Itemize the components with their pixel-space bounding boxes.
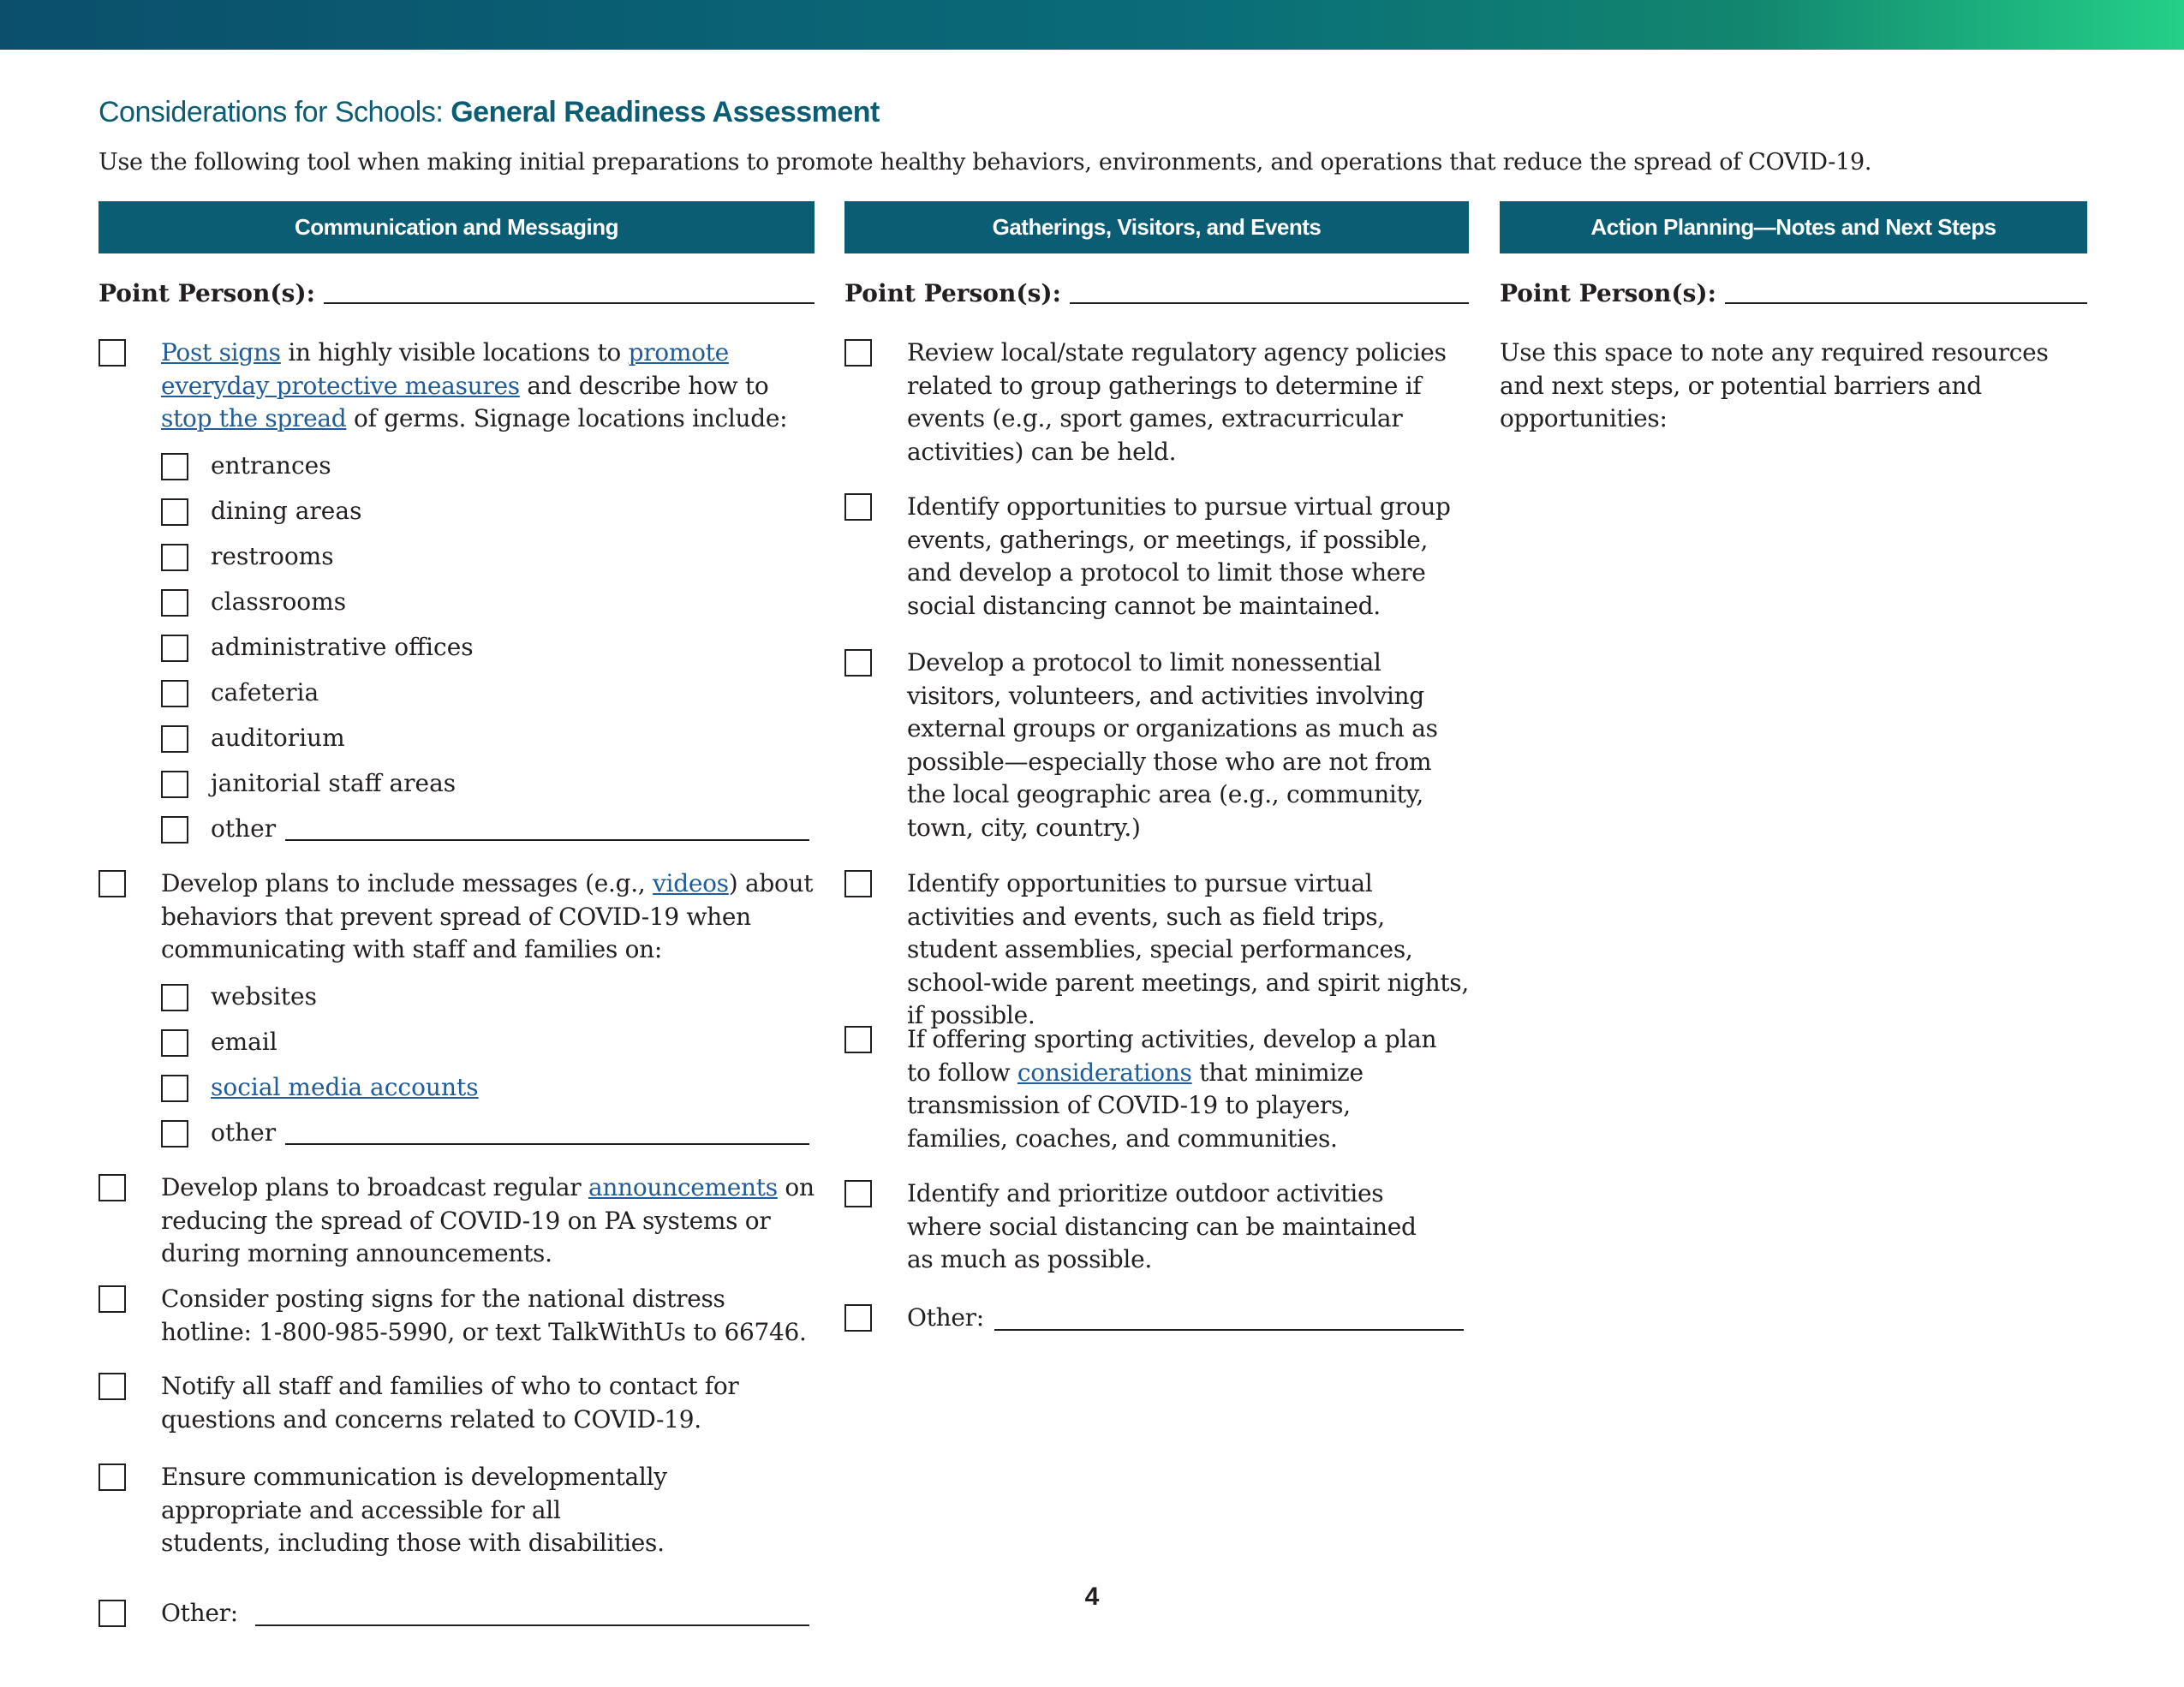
item-text: Other: [161, 1599, 238, 1627]
checklist-item-limit-visitors [844, 647, 1469, 844]
column-action-planning [1500, 201, 2087, 544]
sub-item-label: entrances [211, 451, 331, 480]
item-text: and describe how to [519, 371, 769, 400]
checkbox[interactable] [844, 339, 872, 367]
checklist-item-post-signs [98, 337, 815, 436]
checkbox[interactable] [161, 816, 188, 844]
sub-item-label: classrooms [211, 587, 347, 616]
signage-other-line[interactable] [285, 839, 809, 841]
sub-item-label: other [211, 1118, 277, 1147]
title-main: General Readiness Assessment [451, 96, 880, 128]
checkbox[interactable] [844, 1180, 872, 1207]
other-line[interactable] [255, 1624, 809, 1626]
item-text: Develop plans to broadcast regular [161, 1173, 588, 1201]
checkbox[interactable] [98, 1600, 126, 1627]
link-protective-measures[interactable]: promote everyday protective measures [161, 338, 729, 400]
sub-item-label: dining areas [211, 497, 362, 525]
checkbox[interactable] [844, 870, 872, 897]
item-text: If offering sporting activities, develop a plan to follow [907, 1025, 1437, 1087]
item-text: Identify and prioritize outdoor activities where social distancing can be maintained as much as possible. [907, 1179, 1417, 1273]
sub-item-label: restrooms [211, 542, 334, 570]
item-text: Identify opportunities to pursue virtual group events, gatherings, or meetings, if possible, and develop a protocol to limit those where social distancing cannot be maintained. [907, 492, 1451, 620]
checkbox[interactable] [98, 339, 126, 367]
link-videos[interactable]: videos [653, 869, 729, 897]
point-person-label: Point Person(s): [98, 279, 315, 307]
other-line[interactable] [994, 1329, 1464, 1331]
checkbox[interactable] [161, 1029, 188, 1057]
link-post-signs[interactable]: Post signs [161, 338, 281, 367]
checkbox[interactable] [161, 680, 188, 707]
item-text: Ensure communication is developmentally appropriate and accessible for all students, including those with disabilities. [161, 1463, 667, 1557]
item-text: that minimize transmission of COVID-19 to players, families, coaches, and communities. [907, 1058, 1364, 1153]
checkbox[interactable] [98, 1463, 126, 1491]
link-announcements[interactable]: announcements [588, 1173, 778, 1201]
column-heading: Gatherings, Visitors, and Events [844, 201, 1469, 253]
checkbox[interactable] [161, 498, 188, 526]
point-person-field[interactable] [1500, 278, 2087, 309]
checkbox[interactable] [844, 1304, 872, 1332]
checklist-item-sporting-activities [844, 1023, 1469, 1155]
intro-text: Use the following tool when making initial preparations to promote healthy behaviors, environments, and operations that reduce the spread of COVID-19. [98, 149, 1872, 176]
top-banner [0, 0, 2184, 50]
point-person-field[interactable] [98, 278, 815, 309]
checklist-item-outdoor-activities [844, 1177, 1469, 1277]
item-text: Consider posting signs for the national distress hotline: 1-800-985-5990, or text TalkWithUs to 66746. [161, 1285, 807, 1346]
checkbox[interactable] [98, 1285, 126, 1313]
title-prefix: Considerations for Schools: [98, 96, 451, 128]
checkbox[interactable] [161, 635, 188, 662]
notes-instructions: Use this space to note any required resources and next steps, or potential barriers and opportunities: [1500, 338, 2049, 432]
item-text: Develop plans to include messages (e.g., [161, 869, 653, 897]
point-person-line[interactable] [324, 301, 815, 304]
sub-item-label: janitorial staff areas [211, 769, 456, 797]
sub-item-label: auditorium [211, 724, 345, 752]
checkbox[interactable] [844, 1026, 872, 1053]
point-person-line[interactable] [1070, 301, 1469, 304]
page-number: 4 [1084, 1583, 1100, 1611]
column-heading: Action Planning—Notes and Next Steps [1500, 201, 2087, 253]
checkbox[interactable] [161, 1120, 188, 1148]
sub-item-label: other [211, 814, 277, 843]
checklist-item-virtual-gatherings [844, 491, 1469, 623]
item-text: Develop a protocol to limit nonessential visitors, volunteers, and activities involving external groups or organizations as much as possible—especially those who are not from the local geographic area (e.g., community, town, city, country.) [907, 648, 1438, 842]
item-text: Identify opportunities to pursue virtual activities and events, such as field trips, student assemblies, special performances, school-wide parent meetings, and spirit nights, if possible. [907, 869, 1469, 1029]
checkbox[interactable] [161, 589, 188, 617]
checkbox[interactable] [161, 453, 188, 480]
sub-item-label: websites [211, 982, 317, 1010]
checklist-item-hotline [98, 1283, 815, 1349]
checkbox[interactable] [161, 544, 188, 571]
sub-item-label: administrative offices [211, 633, 474, 661]
checklist-item-announcements [98, 1171, 815, 1271]
link-social-media-accounts[interactable]: social media accounts [211, 1073, 479, 1101]
checklist-item-messages [98, 867, 815, 967]
sub-item-label: cafeteria [211, 678, 319, 706]
checkbox[interactable] [161, 771, 188, 798]
channels-other-line[interactable] [285, 1143, 809, 1145]
item-text: of germs. Signage locations include: [346, 404, 788, 432]
item-text: Notify all staff and families of who to contact for questions and concerns related to COVID-19. [161, 1372, 739, 1434]
checkbox[interactable] [161, 1075, 188, 1102]
link-stop-the-spread[interactable]: stop the spread [161, 404, 347, 432]
checkbox[interactable] [844, 649, 872, 677]
item-text: Review local/state regulatory agency policies related to group gatherings to determine if events (e.g., sport games, extracurricular activities) can be held. [907, 338, 1447, 466]
item-text: ) about behaviors that prevent spread of COVID-19 when communicating with staff and families on: [161, 869, 814, 963]
checklist-item-virtual-activities [844, 867, 1469, 1033]
point-person-field[interactable] [844, 278, 1469, 309]
item-text: Other: [907, 1303, 984, 1332]
checkbox[interactable] [161, 984, 188, 1011]
checklist-item-accessibility [98, 1461, 815, 1560]
link-considerations[interactable]: considerations [1017, 1058, 1192, 1087]
point-person-label: Point Person(s): [844, 279, 1061, 307]
point-person-line[interactable] [1725, 301, 2087, 304]
column-communication [98, 201, 815, 1640]
checkbox[interactable] [844, 493, 872, 521]
sub-item-label: email [211, 1028, 277, 1056]
item-text: on reducing the spread of COVID-19 on PA systems or during morning announcements. [161, 1173, 815, 1267]
checklist-item-notify-contacts [98, 1370, 815, 1436]
point-person-label: Point Person(s): [1500, 279, 1716, 307]
page-title [98, 96, 880, 129]
column-heading: Communication and Messaging [98, 201, 815, 253]
checkbox[interactable] [98, 1373, 126, 1400]
checkbox[interactable] [98, 1174, 126, 1201]
checkbox[interactable] [98, 870, 126, 897]
item-text: in highly visible locations to [280, 338, 629, 367]
checklist-item-regulatory-policies [844, 337, 1469, 468]
checkbox[interactable] [161, 725, 188, 753]
column-gatherings [844, 201, 1469, 1332]
